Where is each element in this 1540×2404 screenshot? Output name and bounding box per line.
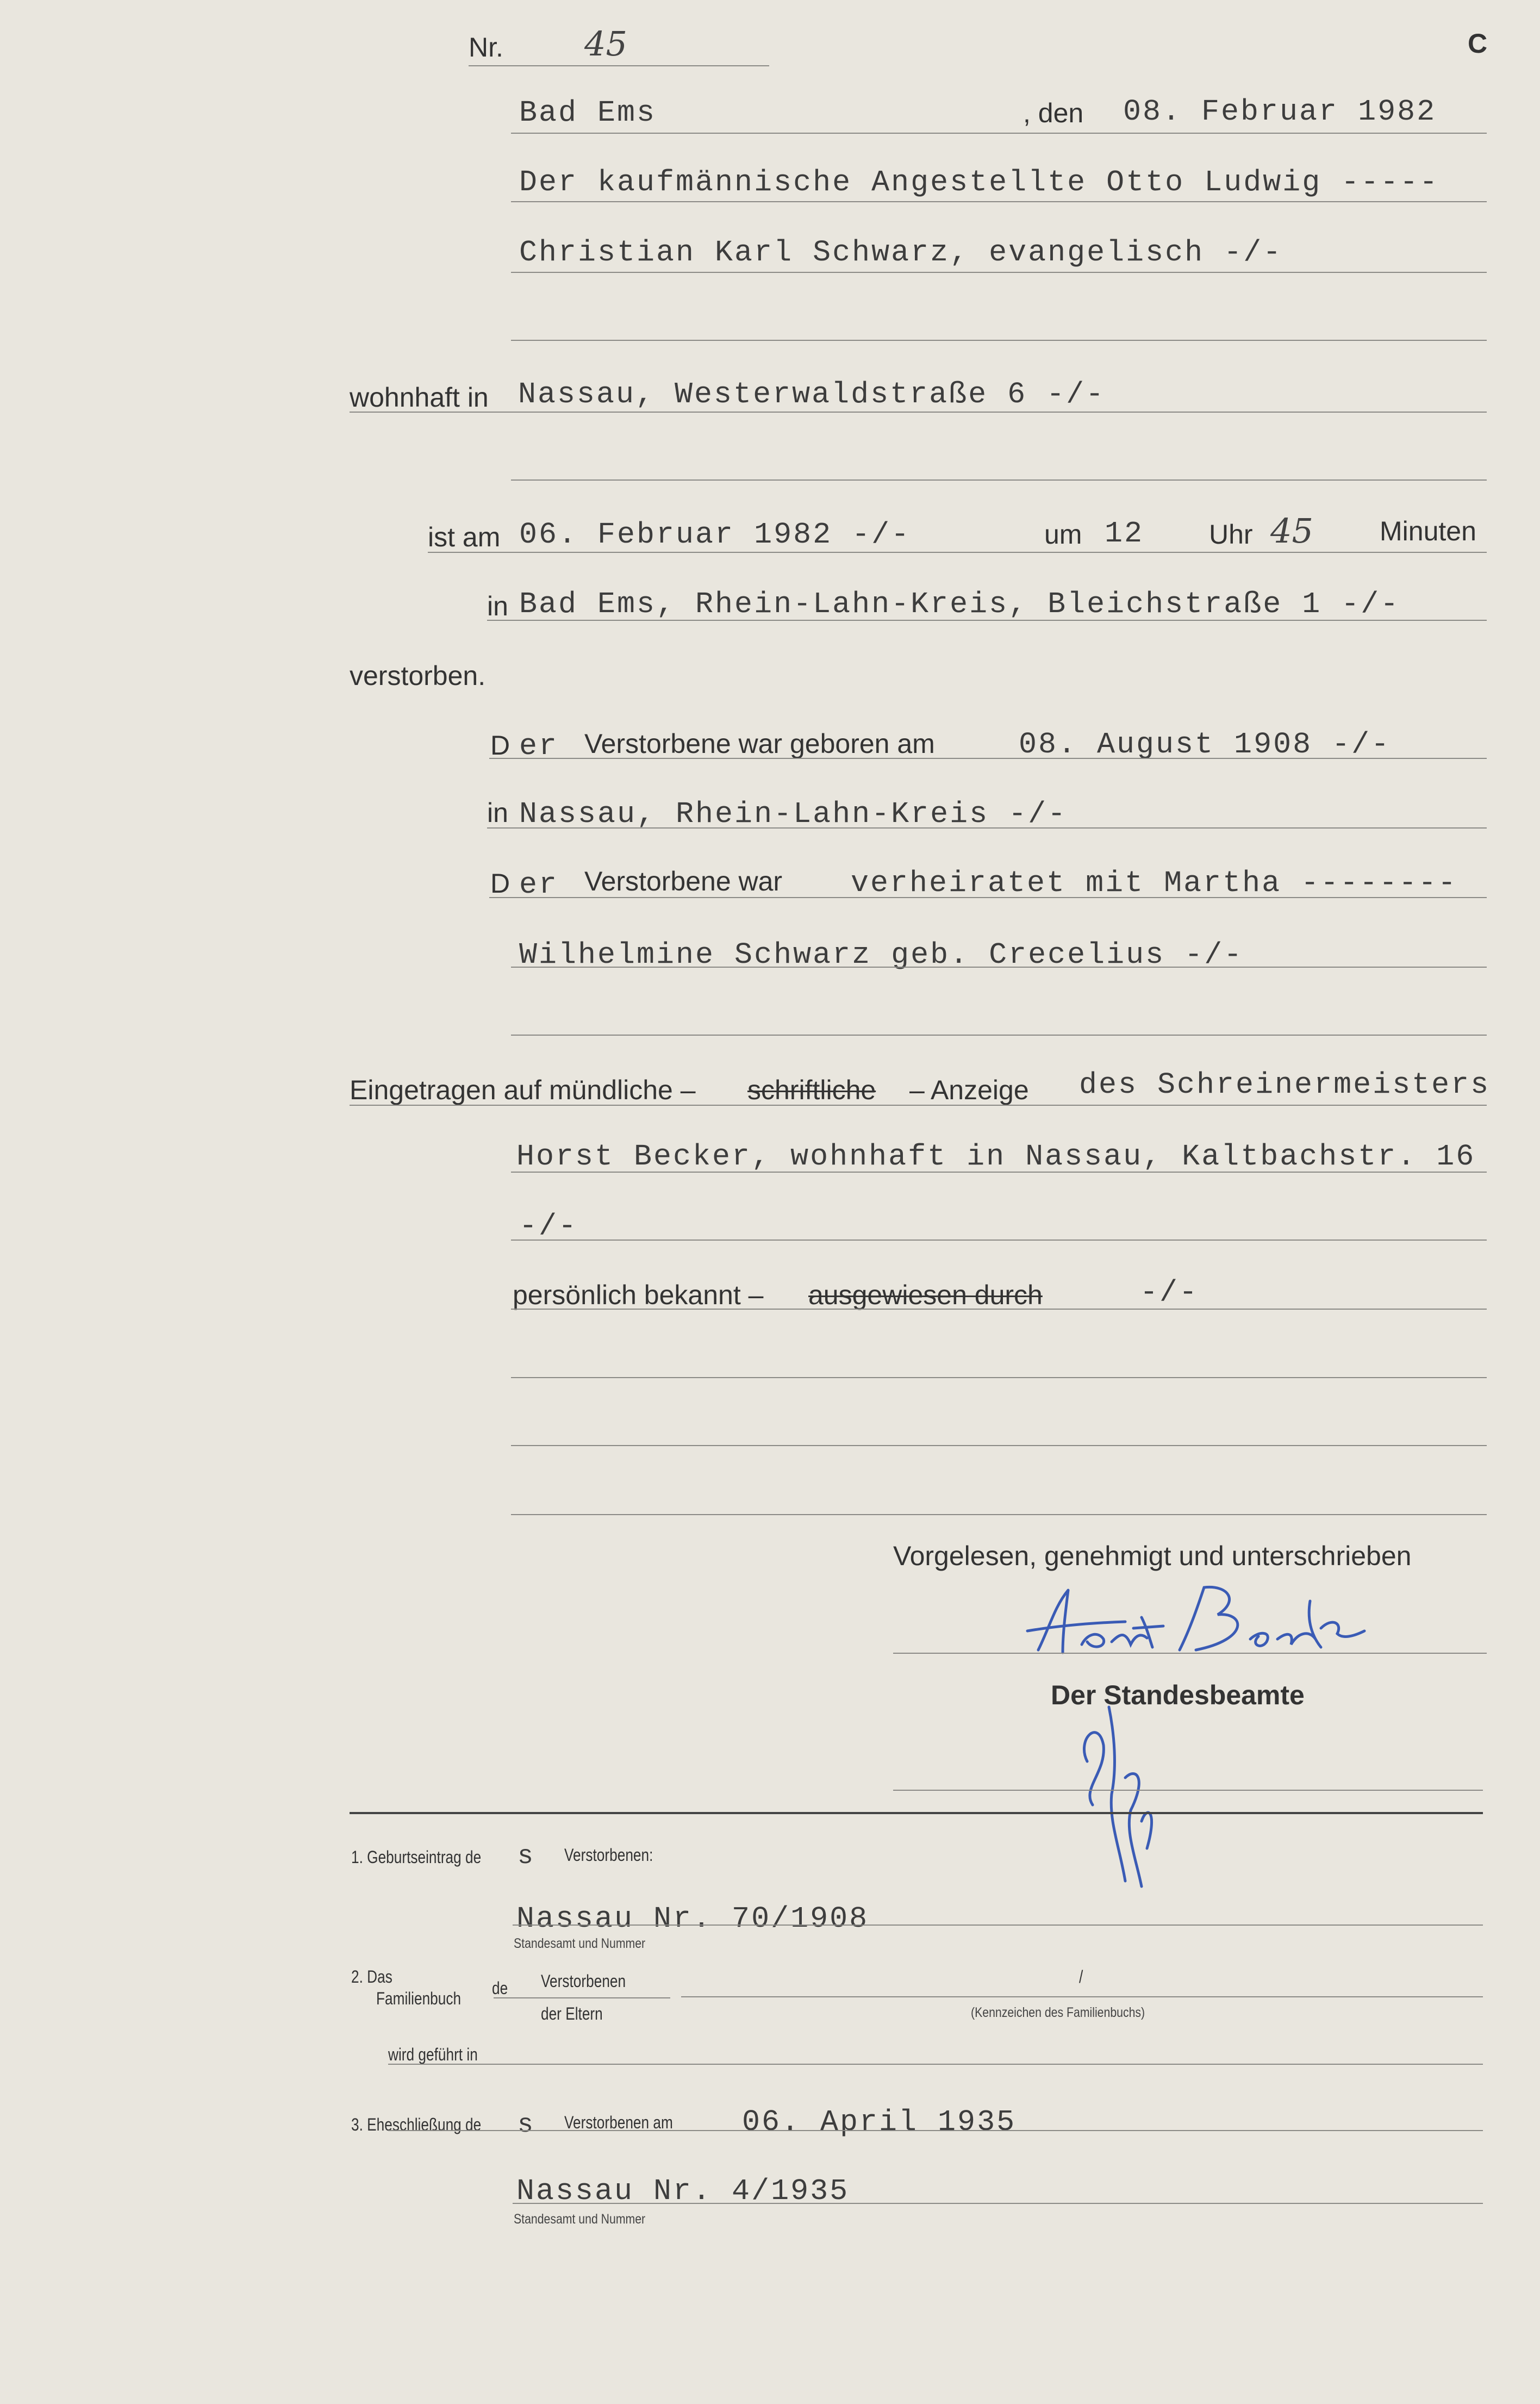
death-place: Bad Ems, Rhein-Lahn-Kreis, Bleichstraße 1 -/- (519, 587, 1400, 621)
rule (511, 1377, 1487, 1378)
registration-label-end: – Anzeige (909, 1075, 1029, 1105)
rule (513, 2203, 1483, 2204)
number-rule (469, 65, 769, 66)
registrar-label: Der Standesbeamte (1051, 1680, 1305, 1710)
rule (388, 2064, 1483, 2065)
section-divider (350, 1812, 1483, 1814)
declarant-line-1: Der kaufmännische Angestellte Otto Ludwig ----- (519, 165, 1439, 200)
note-1-caption: Standesamt und Nummer (514, 1936, 646, 1951)
note-3-s: s (518, 2110, 535, 2140)
rule (511, 1172, 1487, 1173)
read-approved-text: Vorgelesen, genehmigt und unterschrieben (893, 1541, 1412, 1571)
rule (487, 827, 1487, 829)
rule (511, 1035, 1487, 1036)
birth-date: 08. August 1908 -/- (1019, 727, 1391, 762)
rule (511, 1514, 1487, 1515)
rule (893, 1653, 1487, 1654)
rule (428, 552, 1487, 553)
death-date-label: ist am (428, 522, 501, 552)
birth-prefix: D (490, 730, 510, 761)
rule (511, 1240, 1487, 1241)
note-1-value: Nassau Nr. 70/1908 (516, 1902, 869, 1936)
rule (511, 133, 1487, 134)
known-value: -/- (1140, 1275, 1199, 1310)
marital-prefix: D (490, 868, 510, 899)
rule (487, 620, 1487, 621)
informant-line-3: -/- (519, 1209, 578, 1243)
note-2-gefuehrt: wird geführt in (388, 2045, 478, 2064)
note-2-eltern: der Eltern (541, 2004, 603, 2023)
registrar-signature (1065, 1696, 1174, 1892)
registration-label-start: Eingetragen auf mündliche – (350, 1075, 696, 1105)
note-1-label-2: Verstorbenen: (564, 1845, 653, 1865)
place: Bad Ems (519, 96, 657, 130)
rule (511, 272, 1487, 273)
registration-struck-written: schriftliche (747, 1075, 876, 1105)
note-1-s: s (518, 1842, 535, 1871)
um-label: um (1044, 519, 1082, 550)
informant-line-1: des Schreinermeisters (1079, 1068, 1491, 1102)
note-2-verstorbenen: Verstorbenen (541, 1971, 626, 1991)
verstorben-label: verstorben. (350, 661, 486, 691)
note-3-date: 06. April 1935 (742, 2105, 1017, 2139)
rule (511, 967, 1487, 968)
informant-line-2: Horst Becker, wohnhaft in Nassau, Kaltbachstr. 16 (516, 1139, 1476, 1174)
residence-label: wohnhaft in (350, 382, 489, 413)
note-2-caption: (Kennzeichen des Familienbuchs) (971, 2005, 1145, 2020)
marital-line-2: Wilhelmine Schwarz geb. Crecelius -/- (519, 938, 1244, 972)
known-struck: ausgewiesen durch (808, 1280, 1043, 1310)
residence-value: Nassau, Westerwaldstraße 6 -/- (518, 377, 1106, 412)
declarant-line-2: Christian Karl Schwarz, evangelisch -/- (519, 235, 1283, 270)
rule (489, 758, 1487, 759)
rule (350, 1105, 1487, 1106)
form-letter: C (1468, 28, 1488, 59)
note-2-label-b: Familienbuch (376, 1989, 462, 2008)
note-3-caption: Standesamt und Nummer (514, 2212, 646, 2227)
marital-line-1: verheiratet mit Martha -------- (851, 866, 1458, 900)
note-2-slash: / (1079, 1967, 1083, 1986)
number-label: Nr. (469, 32, 503, 63)
rule (350, 412, 1487, 413)
known-label: persönlich bekannt – (513, 1280, 764, 1310)
rule (681, 1996, 1483, 1997)
birth-er: er (519, 729, 559, 763)
birth-place-label: in (487, 798, 508, 828)
rule (494, 1997, 670, 1998)
rule (388, 2130, 1483, 2131)
rule (513, 1925, 1483, 1926)
marital-er: er (519, 868, 559, 902)
marital-label: Verstorbene war (584, 866, 783, 896)
note-2-de: de (492, 1978, 508, 1998)
rule (511, 1445, 1487, 1446)
death-minute: 45 (1270, 511, 1313, 551)
birth-place: Nassau, Rhein-Lahn-Kreis -/- (519, 797, 1068, 831)
den-label: , den (1023, 98, 1084, 128)
rule (511, 340, 1487, 341)
note-3-label-2: Verstorbenen am (564, 2113, 673, 2132)
death-hour: 12 (1105, 516, 1144, 551)
note-1-label: 1. Geburtseintrag de (351, 1847, 482, 1867)
record-number: 45 (584, 24, 627, 64)
rule (511, 479, 1487, 481)
record-date: 08. Februar 1982 (1123, 95, 1437, 129)
birth-label: Verstorbene war geboren am (584, 728, 935, 759)
uhr-label: Uhr (1209, 519, 1253, 550)
death-place-label: in (487, 591, 508, 621)
rule (489, 897, 1487, 898)
minuten-label: Minuten (1380, 516, 1476, 546)
rule (511, 1309, 1487, 1310)
note-3-value: Nassau Nr. 4/1935 (516, 2174, 850, 2208)
death-date: 06. Februar 1982 -/- (519, 518, 911, 552)
note-3-label: 3. Eheschließung de (351, 2115, 482, 2134)
rule (511, 201, 1487, 202)
note-2-label-a: 2. Das (351, 1967, 392, 1986)
rule (893, 1790, 1483, 1791)
